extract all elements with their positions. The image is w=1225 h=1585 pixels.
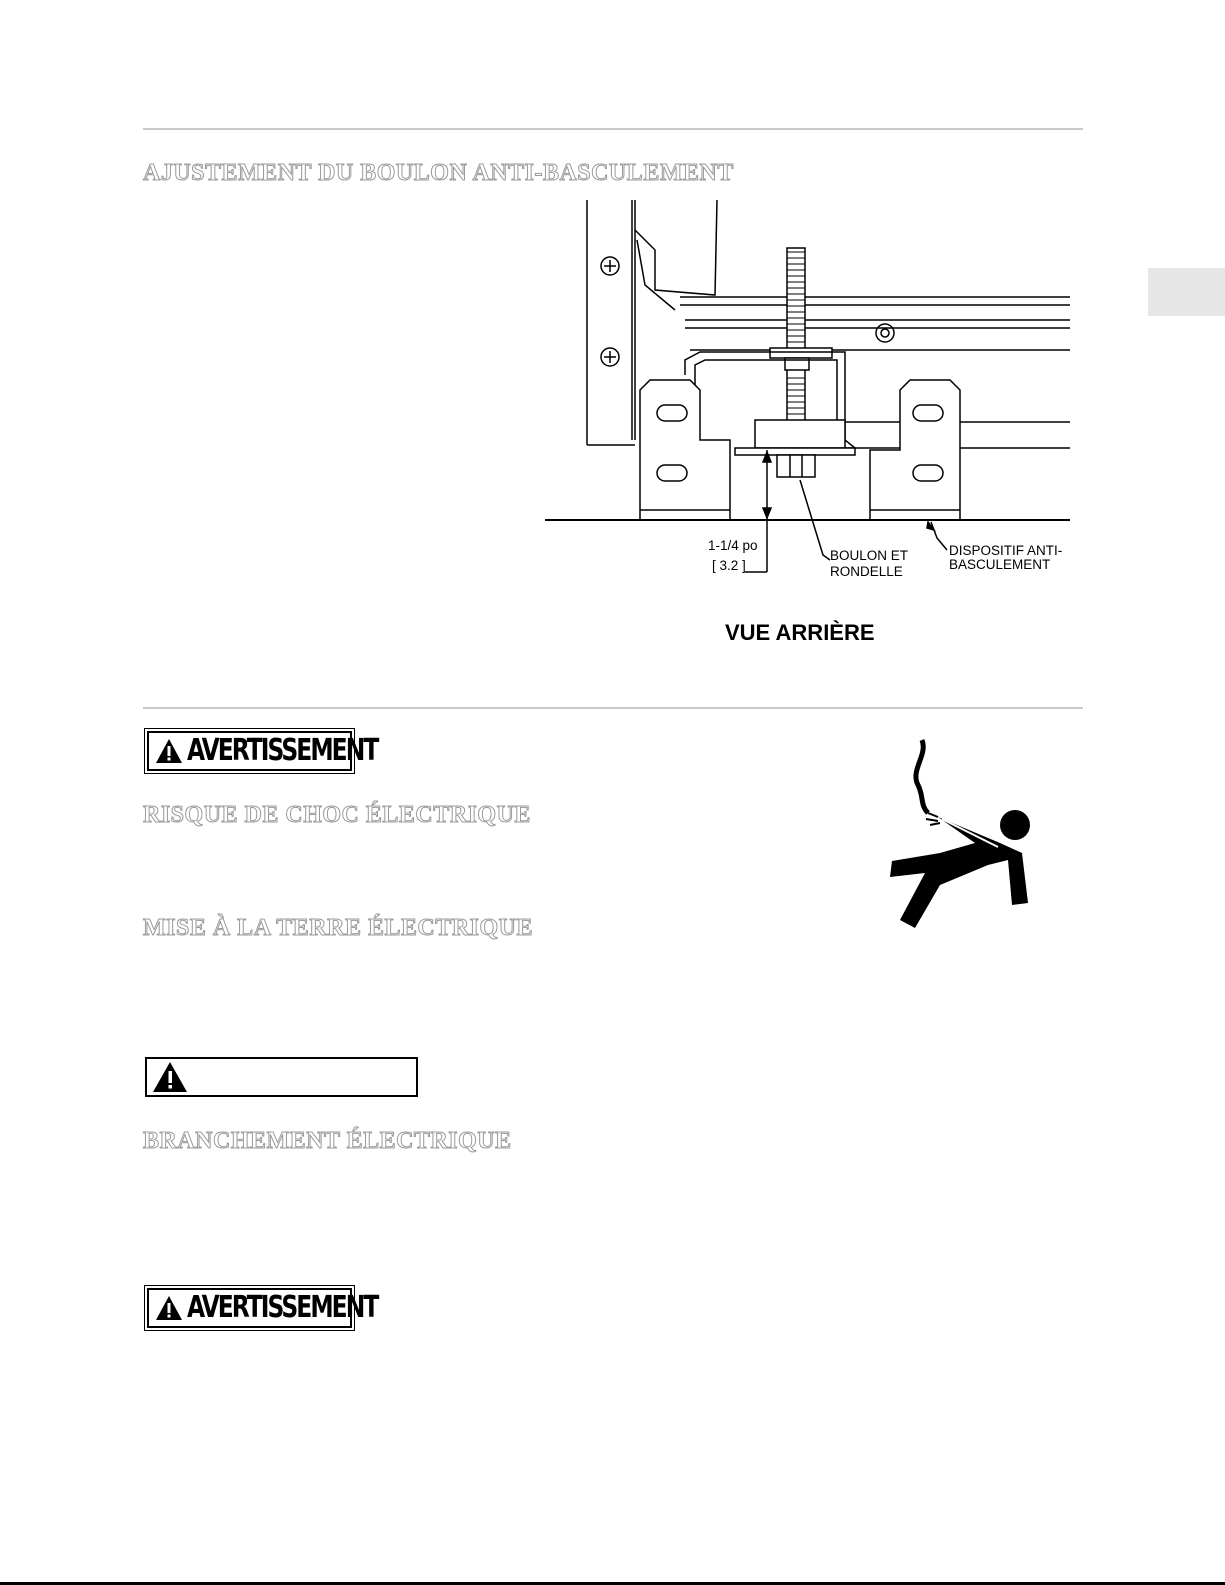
heading-anti-tip-adjustment: AJUSTEMENT DU BOULON ANTI-BASCULEMENT [143,160,734,186]
warning-banner-2 [147,1288,378,1328]
dimension-metric: [ 3.2 ] [712,558,746,573]
warning-triangle-icon [155,1295,183,1321]
warning-banner-1-label: AVERTISSEMENT [187,733,378,768]
electric-shock-icon [880,735,1040,935]
rear-view-caption: VUE ARRIÈRE [725,620,875,645]
anti-tip-device-label-line2: BASCULEMENT [949,557,1051,572]
heading-electrical-grounding: MISE À LA TERRE ÉLECTRIQUE [143,915,533,941]
caution-triangle-icon [152,1061,188,1093]
top-divider [143,128,1083,130]
warning-banner-2-label: AVERTISSEMENT [187,1290,378,1325]
anti-tip-bolt-diagram [545,200,1085,660]
caution-banner [145,1057,418,1097]
warning-triangle-icon [155,738,183,764]
middle-divider [143,707,1083,709]
heading-electrical-connection: BRANCHEMENT ÉLECTRIQUE [143,1128,512,1154]
bolt-washer-label-line1: BOULON ET [830,548,909,563]
bolt-washer-label-line2: RONDELLE [830,564,903,579]
section-side-tab [1148,268,1225,316]
dimension-imperial: 1-1/4 po [708,538,758,553]
heading-shock-risk: RISQUE DE CHOC ÉLECTRIQUE [143,802,531,828]
warning-banner-1 [147,731,378,771]
anti-tip-device-label-line1: DISPOSITIF ANTI- [949,543,1063,558]
